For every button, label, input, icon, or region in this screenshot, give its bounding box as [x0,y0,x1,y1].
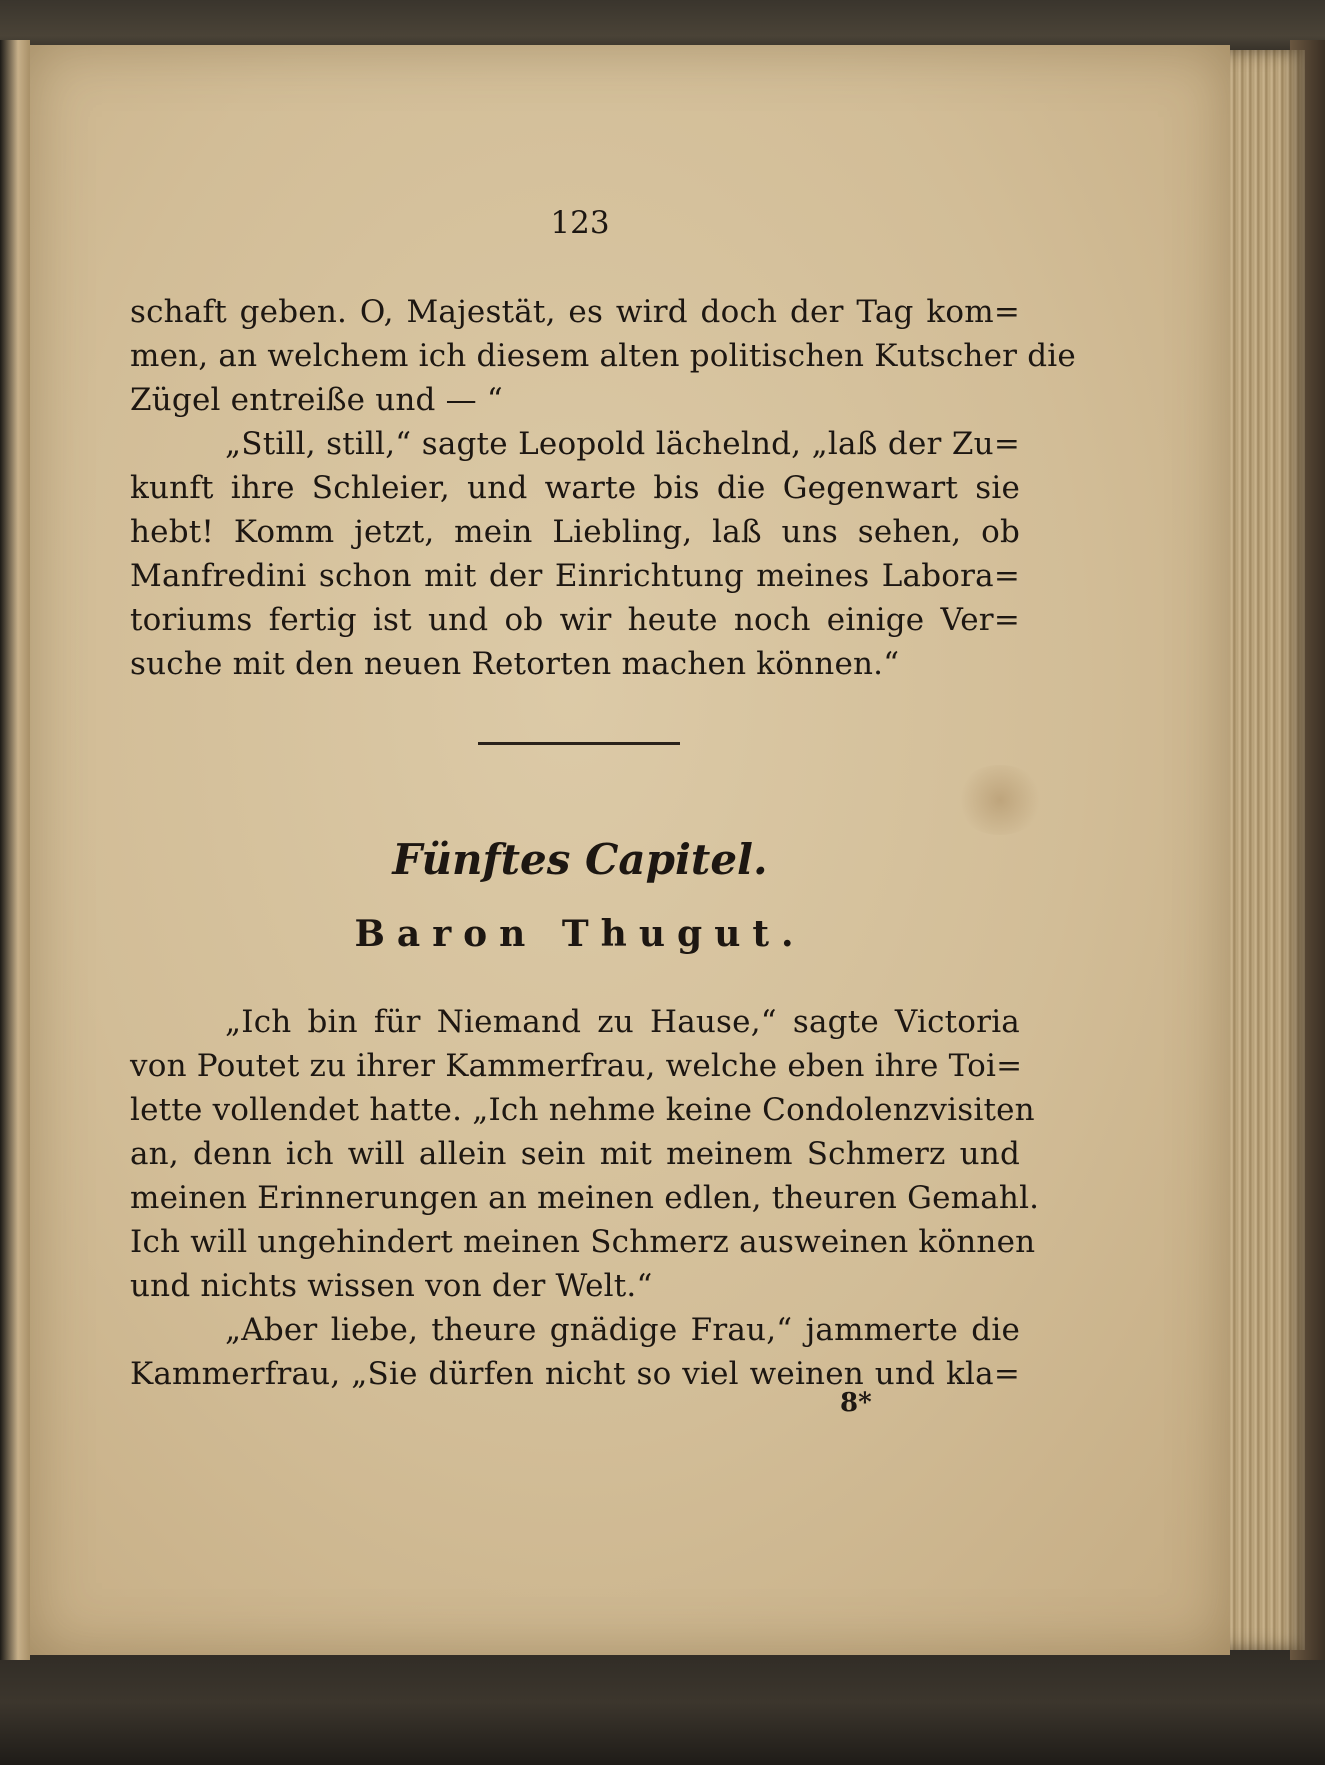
chapter-subtitle: Baron Thugut. [354,913,806,955]
text-line: an, denn ich will allein sein mit meinem Schmerz und [130,1136,1020,1172]
text-line: Ich will ungehindert meinen Schmerz ausweinen können [130,1224,1036,1260]
text-line: von Poutet zu ihrer Kammerfrau, welche eben ihre Toi= [130,1048,1023,1084]
text-line: kunft ihre Schleier, und warte bis die Gegenwart sie [130,470,1020,506]
book-binding-bottom [0,1640,1325,1765]
text-line: men, an welchem ich diesem alten politischen Kutscher die [130,338,1076,374]
text-line: „Ich bin für Niemand zu Hause,“ sagte Victoria [225,1004,1020,1040]
left-cover-edge [0,40,30,1660]
signature-mark: 8* [840,1388,872,1418]
text-line: toriums fertig ist und ob wir heute noch einige Ver= [130,602,1020,638]
text-line: Zügel entreiße und — “ [130,382,503,418]
text-line: schaft geben. O, Majestät, es wird doch der Tag kom= [130,294,1020,330]
text-line: suche mit den neuen Retorten machen können.“ [130,646,900,682]
chapter-title: Fünftes Capitel. [392,835,768,884]
text-line: meinen Erinnerungen an meinen edlen, theuren Gemahl. [130,1180,1040,1216]
text-line: Kammerfrau, „Sie dürfen nicht so viel weinen und kla= [130,1356,1020,1392]
section-divider [478,742,680,745]
paper-stain [955,765,1045,835]
text-line: Manfredini schon mit der Einrichtung meines Labora= [130,558,1020,594]
text-line: hebt! Komm jetzt, mein Liebling, laß uns sehen, ob [130,514,1020,550]
text-line: und nichts wissen von der Welt.“ [130,1268,653,1304]
text-line: lette vollendet hatte. „Ich nehme keine Condolenzvisiten [130,1092,1035,1128]
text-line: „Still, still,“ sagte Leopold lächelnd, „laß der Zu= [225,426,1020,462]
text-line: „Aber liebe, theure gnädige Frau,“ jammerte die [225,1312,1020,1348]
page-number: 123 [550,205,610,241]
